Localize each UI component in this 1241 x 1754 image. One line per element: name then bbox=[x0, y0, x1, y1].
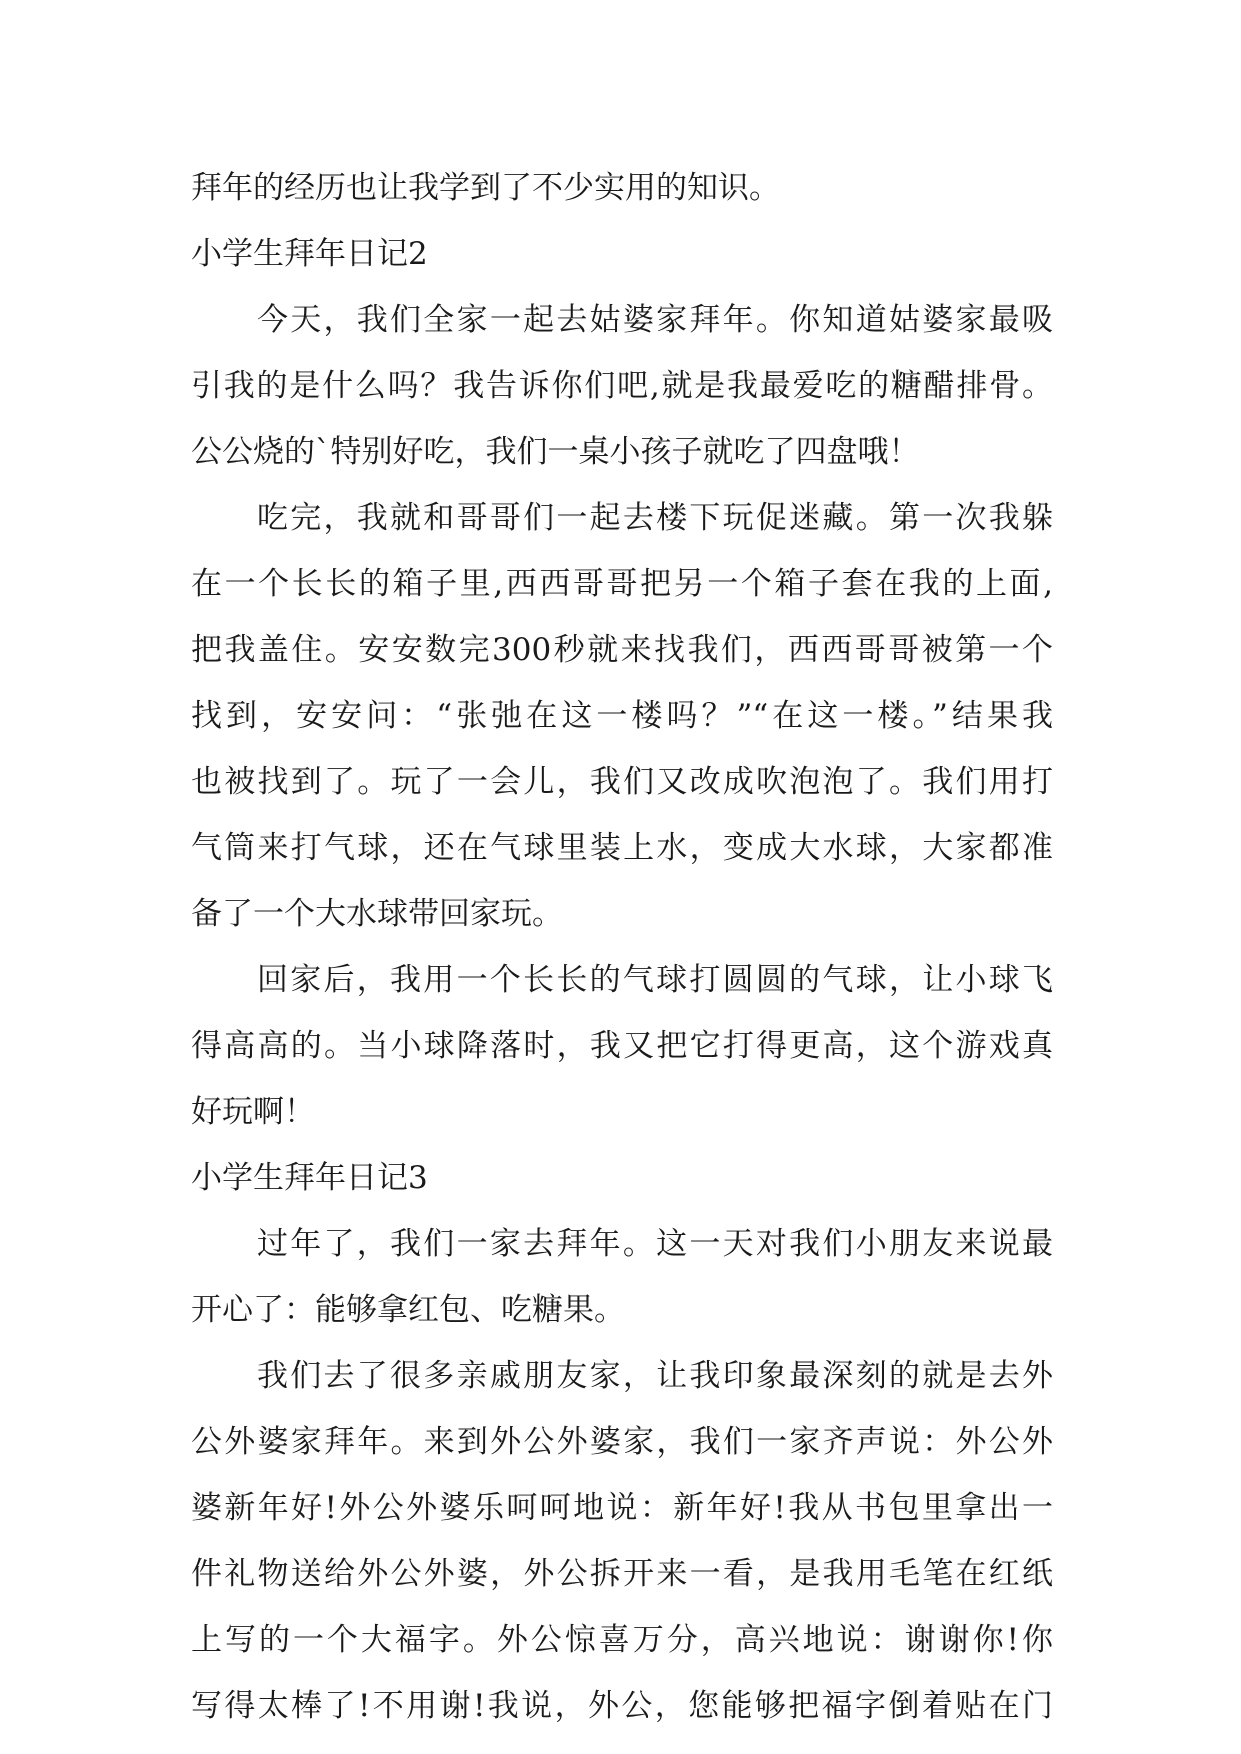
paragraph-line: 拜年的经历也让我学到了不少实用的知识。 bbox=[191, 170, 780, 206]
paragraph-line: 备了一个大水球带回家玩。 bbox=[191, 896, 563, 932]
paragraph-line: 吃完，我就和哥哥们一起去楼下玩促迷藏。第一次我躲 bbox=[257, 500, 1053, 536]
paragraph-line: 写得太棒了!不用谢!我说，外公，您能够把福字倒着贴在门 bbox=[191, 1688, 1053, 1724]
paragraph-line: 在一个长长的箱子里,西西哥哥把另一个箱子套在我的上面, bbox=[191, 566, 1053, 602]
paragraph-line: 过年了，我们一家去拜年。这一天对我们小朋友来说最 bbox=[257, 1226, 1053, 1262]
paragraph-line: 引我的是什么吗？我告诉你们吧,就是我最爱吃的糖醋排骨。 bbox=[191, 368, 1053, 404]
paragraph-line: 好玩啊！ bbox=[191, 1094, 315, 1130]
paragraph-line: 我们去了很多亲戚朋友家，让我印象最深刻的就是去外 bbox=[257, 1358, 1053, 1394]
paragraph-line: 今天，我们全家一起去姑婆家拜年。你知道姑婆家最吸 bbox=[257, 302, 1053, 338]
paragraph-line: 气筒来打气球，还在气球里装上水，变成大水球，大家都准 bbox=[191, 830, 1053, 866]
paragraph-line: 公外婆家拜年。来到外公外婆家，我们一家齐声说：外公外 bbox=[191, 1424, 1053, 1460]
paragraph-line: 也被找到了。玩了一会儿，我们又改成吹泡泡了。我们用打 bbox=[191, 764, 1053, 800]
paragraph-line: 婆新年好!外公外婆乐呵呵地说：新年好!我从书包里拿出一 bbox=[191, 1490, 1053, 1526]
paragraph-line: 回家后，我用一个长长的气球打圆圆的气球，让小球飞 bbox=[257, 962, 1053, 998]
document-body bbox=[191, 155, 1053, 1739]
paragraph-line: 件礼物送给外公外婆，外公拆开来一看，是我用毛笔在红纸 bbox=[191, 1556, 1053, 1592]
paragraph-line: 得高高的。当小球降落时，我又把它打得更高，这个游戏真 bbox=[191, 1028, 1053, 1064]
paragraph-line: 公公烧的`特别好吃，我们一桌小孩子就吃了四盘哦！ bbox=[191, 434, 920, 470]
paragraph-line: 上写的一个大福字。外公惊喜万分，高兴地说：谢谢你!你 bbox=[191, 1622, 1053, 1658]
paragraph-line: 把我盖住。安安数完300秒就来找我们，西西哥哥被第一个 bbox=[191, 632, 1053, 668]
paragraph-line: 找到，安安问：“张弛在这一楼吗？”“在这一楼。”结果我 bbox=[191, 698, 1053, 734]
section-heading: 小学生拜年日记3 bbox=[191, 1160, 428, 1196]
paragraph-line: 开心了：能够拿红包、吃糖果。 bbox=[191, 1292, 625, 1328]
section-heading: 小学生拜年日记2 bbox=[191, 236, 428, 272]
